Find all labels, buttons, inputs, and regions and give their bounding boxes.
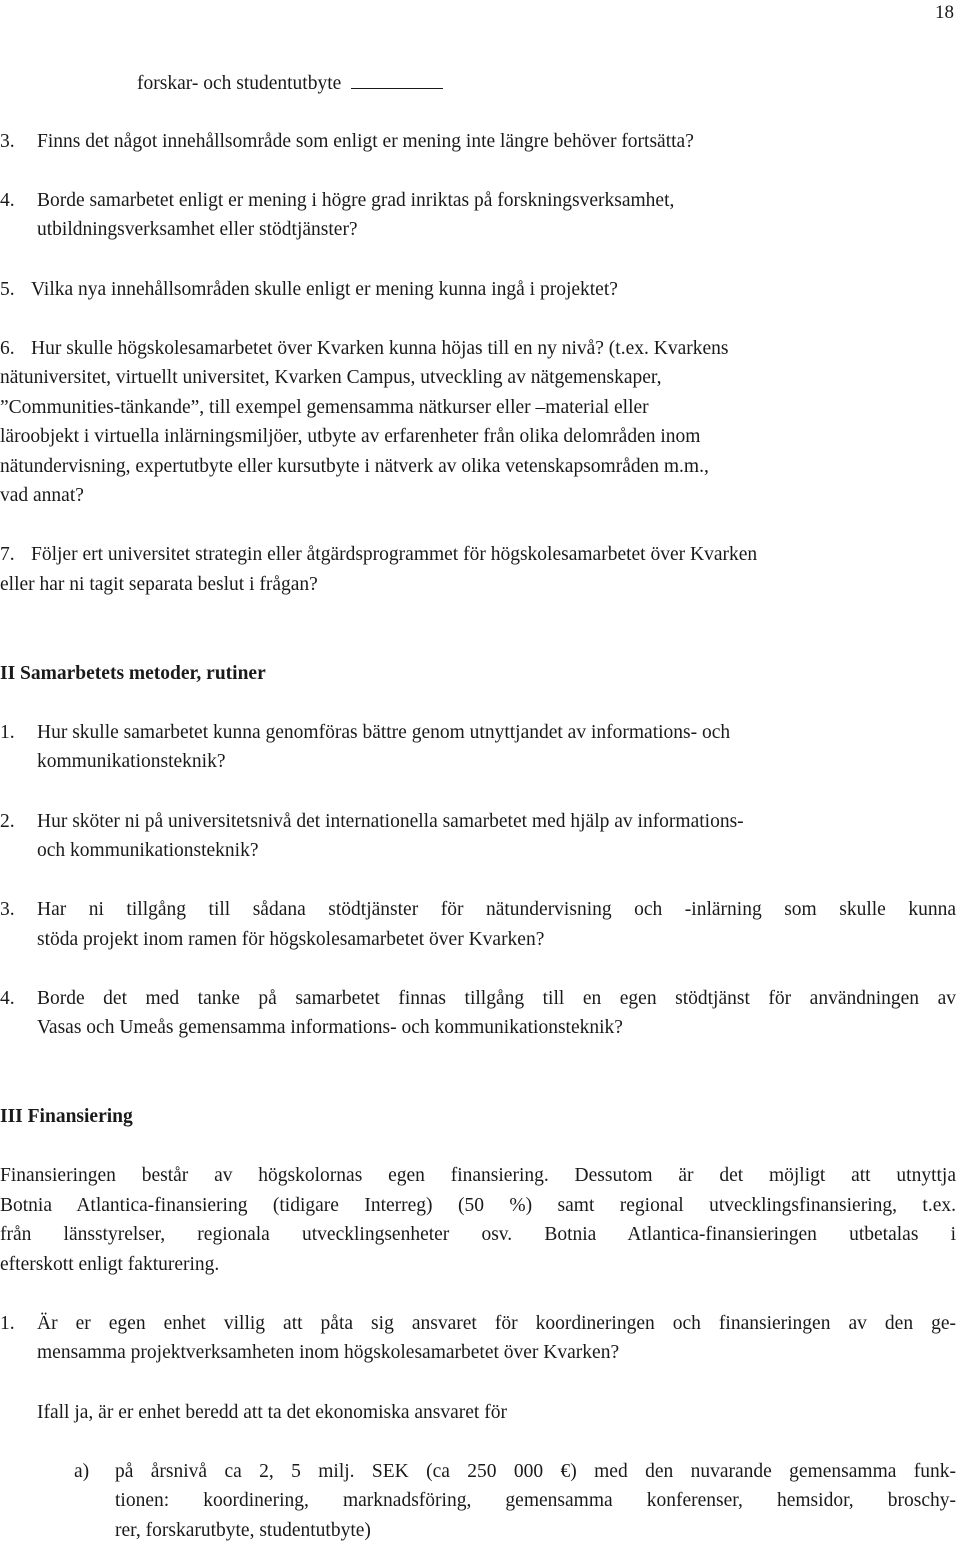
- list-item-text: Hur skulle samarbetet kunna genomföras bättre genom utnyttjandet av informations- och: [37, 722, 731, 743]
- blank-line: [351, 74, 443, 89]
- list-item-text: läroobjekt i virtuella inlärningsmiljöer, utbyte av erfarenheter från olika delområden inom: [0, 426, 701, 447]
- list-item-number: 3.: [0, 899, 15, 920]
- paragraph-line: från länsstyrelser, regionala utvecklingsenheter osv. Botnia Atlantica-finansieringen utbetalas i: [0, 1224, 956, 1245]
- paragraph-line: Botnia Atlantica-finansiering (tidigare Interreg) (50 %) samt regional utvecklingsfinansiering, t.ex.: [0, 1195, 956, 1216]
- list-item-number: 4.: [0, 988, 15, 1009]
- list-item-number: 6.: [0, 338, 15, 359]
- list-item-text: och kommunikationsteknik?: [37, 840, 259, 861]
- list-item-number: 1.: [0, 722, 15, 743]
- list-item-text: rer, forskarutbyte, studentutbyte): [115, 1520, 371, 1541]
- list-item-text: Finns det något innehållsområde som enligt er mening inte längre behöver fortsätta?: [37, 131, 694, 152]
- list-item-text: eller har ni tagit separata beslut i frågan?: [0, 574, 318, 595]
- list-item-text: kommunikationsteknik?: [37, 751, 226, 772]
- list-item-continuation: [137, 74, 443, 94]
- list-item-text: stöda projekt inom ramen för högskolesamarbetet över Kvarken?: [37, 929, 545, 950]
- list-item-number: 4.: [0, 190, 15, 211]
- list-item-text: Vasas och Umeås gemensamma informations- och kommunikationsteknik?: [37, 1017, 623, 1038]
- list-item-text: på årsnivå ca 2, 5 milj. SEK (ca 250 000 €) med den nuvarande gemensamma funk-: [115, 1461, 956, 1482]
- list-item-number: 7.: [0, 544, 15, 565]
- list-item-text: Har ni tillgång till sådana stödtjänster för nätundervisning och -inlärning som skulle kunna: [37, 899, 956, 920]
- list-item-text: Är er egen enhet villig att påta sig ansvaret för koordineringen och finansieringen av den ge-: [37, 1313, 956, 1334]
- list-item-number: 3.: [0, 131, 15, 152]
- list-item-text: forskar- och studentutbyte: [137, 73, 342, 94]
- list-item-text: Hur skulle högskolesamarbetet över Kvarken kunna höjas till en ny nivå? (t.ex. Kvarkens: [31, 338, 729, 359]
- list-item-text: nätuniversitet, virtuellt universitet, Kvarken Campus, utveckling av nätgemenskaper,: [0, 367, 662, 388]
- section-heading: II Samarbetets metoder, rutiner: [0, 663, 266, 684]
- list-item-text: Vilka nya innehållsområden skulle enligt er mening kunna ingå i projektet?: [31, 279, 618, 300]
- list-item-number: 5.: [0, 279, 15, 300]
- list-item-text: Borde det med tanke på samarbetet finnas tillgång till en egen stödtjänst för användningen av: [37, 988, 956, 1009]
- list-item-text: nätundervisning, expertutbyte eller kursutbyte i nätverk av olika vetenskapsområden m.m.,: [0, 456, 709, 477]
- section-heading: III Finansiering: [0, 1106, 133, 1127]
- paragraph-line: Ifall ja, är er enhet beredd att ta det ekonomiska ansvaret för: [37, 1402, 507, 1423]
- list-item-text: mensamma projektverksamheten inom högskolesamarbetet över Kvarken?: [37, 1342, 620, 1363]
- list-item-text: utbildningsverksamhet eller stödtjänster?: [37, 219, 358, 240]
- list-item-text: ”Communities-tänkande”, till exempel gemensamma nätkurser eller –material eller: [0, 397, 649, 418]
- paragraph-line: efterskott enligt fakturering.: [0, 1254, 220, 1275]
- paragraph-line: Finansieringen består av högskolornas egen finansiering. Dessutom är det möjligt att utnyttja: [0, 1165, 956, 1186]
- list-item-number: 2.: [0, 811, 15, 832]
- list-item-text: vad annat?: [0, 485, 84, 506]
- page-number: 18: [935, 2, 954, 23]
- list-item-number: a): [74, 1461, 90, 1482]
- list-item-text: Följer ert universitet strategin eller åtgärdsprogrammet för högskolesamarbetet över Kvarken: [31, 544, 758, 565]
- list-item-number: 1.: [0, 1313, 15, 1334]
- list-item-text: Hur sköter ni på universitetsnivå det internationella samarbetet med hjälp av informations-: [37, 811, 744, 832]
- list-item-text: Borde samarbetet enligt er mening i högre grad inriktas på forskningsverksamhet,: [37, 190, 675, 211]
- list-item-text: tionen: koordinering, marknadsföring, gemensamma konferenser, hemsidor, broschy-: [115, 1490, 956, 1511]
